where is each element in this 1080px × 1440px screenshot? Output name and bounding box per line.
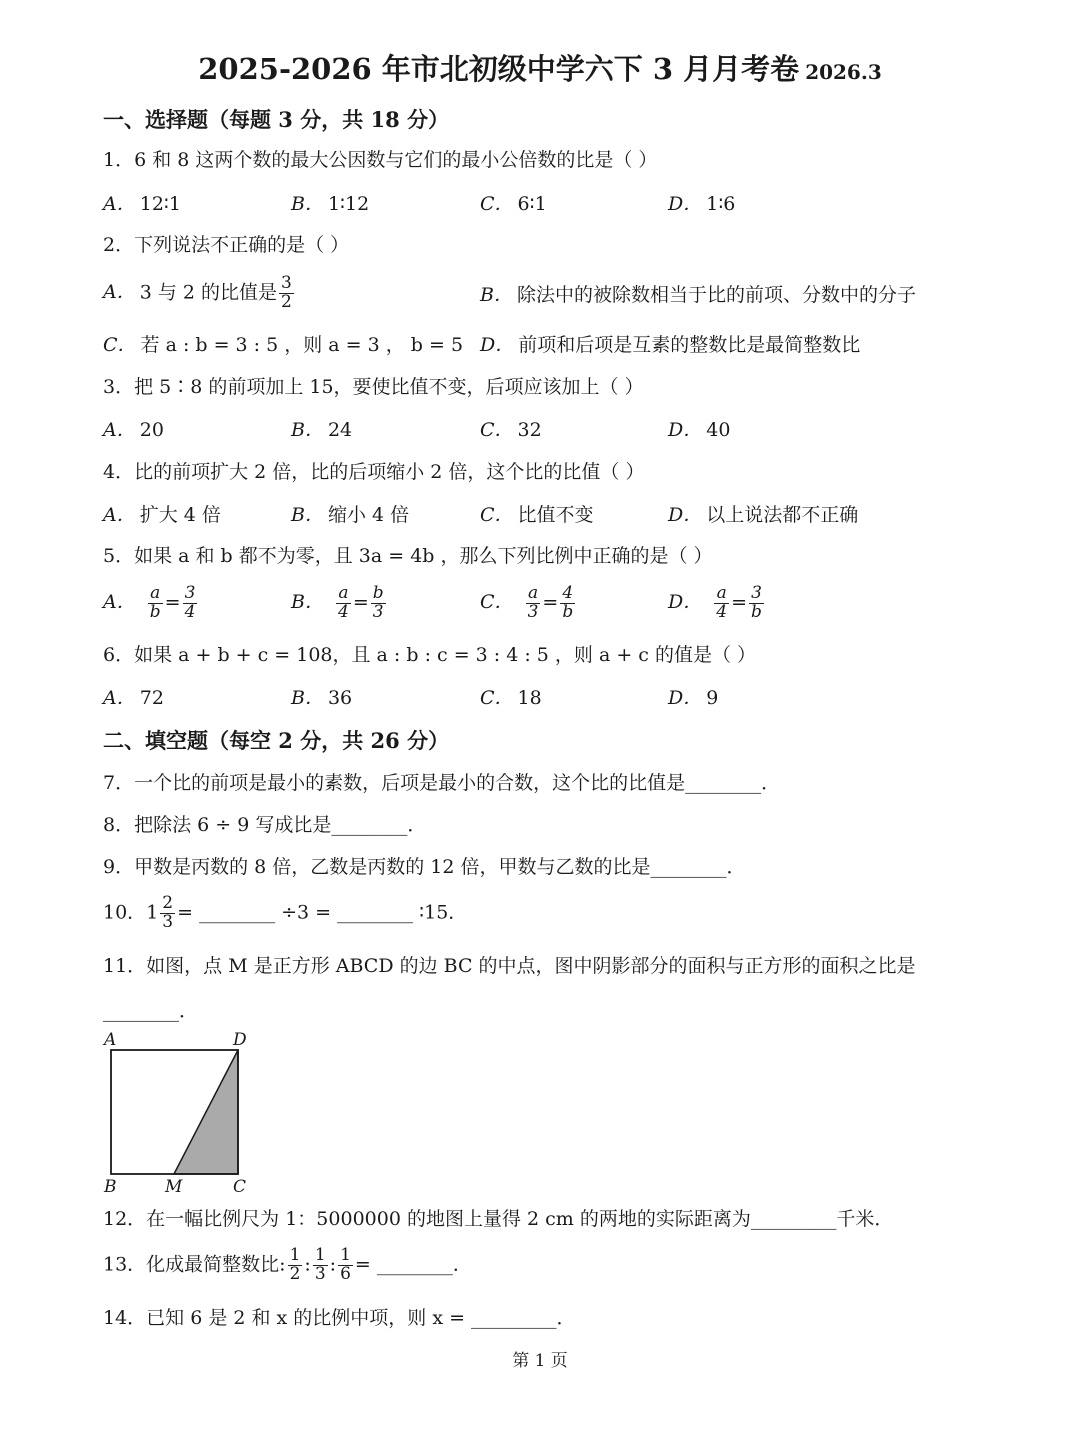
section-2-heading: 二、填空题（每空 2 分，共 26 分） <box>103 728 450 753</box>
q1-option-b[interactable]: B． 1∶12 <box>291 193 370 215</box>
label-c: C <box>233 1177 247 1197</box>
q6-option-d[interactable]: D． 9 <box>668 687 719 709</box>
label-a: A <box>104 1030 117 1050</box>
question-6: 6．如果 a + b + c = 108，且 a : b : c = 3 : 4 : 5 ，则 a + c 的值是（ ） <box>103 644 757 666</box>
shaded-triangle <box>174 1050 238 1174</box>
section-1-heading: 一、选择题（每题 3 分，共 18 分） <box>103 107 450 132</box>
q5-option-a[interactable]: A． $\frac{a}{b}$ = $\frac{3}{4}$ <box>103 583 196 622</box>
label-d: D <box>233 1030 247 1050</box>
q3-option-c[interactable]: C． 32 <box>480 419 542 441</box>
question-2: 2．下列说法不正确的是（ ） <box>103 234 350 256</box>
page-title: 2025-2026 年市北初级中学六下 3 月月考卷 2026.3 <box>198 52 882 86</box>
q5-option-d[interactable]: D． $\frac{a}{4}$ = $\frac{3}{b}$ <box>668 583 762 622</box>
q3-option-d[interactable]: D． 40 <box>668 419 731 441</box>
q4-option-a[interactable]: A． 扩大 4 倍 <box>103 504 221 526</box>
q1-option-a[interactable]: A． 12∶1 <box>103 193 181 215</box>
question-11-blank: ________． <box>103 1000 199 1022</box>
q2-option-d[interactable]: D． 前项和后项是互素的整数比是最简整数比 <box>480 334 861 356</box>
q6-option-a[interactable]: A． 72 <box>103 687 164 709</box>
question-13: 13．化成最简整数比: $\frac{1}{2}$ : $\frac{1}{3}$ : $\frac{1}{6}$ = ________． <box>103 1245 472 1284</box>
fraction: $\frac{3}{2}$ <box>281 273 292 312</box>
q6-option-c[interactable]: C． 18 <box>480 687 542 709</box>
q2-option-b[interactable]: B． 除法中的被除数相当于比的前项、分数中的分子 <box>480 284 916 306</box>
q3-option-b[interactable]: B． 24 <box>291 419 353 441</box>
q2-option-c[interactable]: C． 若 a : b = 3 : 5 ，则 a = 3 ， b = 5 <box>103 334 464 356</box>
question-5: 5．如果 a 和 b 都不为零，且 3a = 4b ，那么下列比例中正确的是（ ） <box>103 545 713 567</box>
q3-option-a[interactable]: A． 20 <box>103 419 164 441</box>
question-7: 7．一个比的前项是最小的素数，后项是最小的合数，这个比的比值是________． <box>103 772 781 794</box>
label-b: B <box>104 1177 117 1197</box>
q4-option-d[interactable]: D． 以上说法都不正确 <box>668 504 859 526</box>
question-3: 3．把 5∶8 的前项加上 15，要使比值不变，后项应该加上（ ） <box>103 376 644 398</box>
q6-option-b[interactable]: B． 36 <box>291 687 353 709</box>
question-8: 8．把除法 6 ÷ 9 写成比是________． <box>103 814 427 836</box>
page-number: 第 1 页 <box>512 1351 568 1371</box>
q5-option-b[interactable]: B． $\frac{a}{4}$ = $\frac{b}{3}$ <box>291 583 384 622</box>
question-4: 4．比的前项扩大 2 倍，比的后项缩小 2 倍，这个比的比值（ ） <box>103 461 645 483</box>
q2-option-a[interactable]: A． 3 与 2 的比值是 $\frac{3}{2}$ <box>103 273 292 312</box>
q4-option-b[interactable]: B． 缩小 4 倍 <box>291 504 410 526</box>
q4-option-c[interactable]: C． 比值不变 <box>480 504 594 526</box>
question-12: 12．在一幅比例尺为 1：5000000 的地图上量得 2 cm 的两地的实际距离为_________千米． <box>103 1208 894 1230</box>
question-14: 14．已知 6 是 2 和 x 的比例中项，则 x = _________． <box>103 1307 576 1329</box>
label-m: M <box>165 1177 183 1197</box>
q5-option-c[interactable]: C． $\frac{a}{3}$ = $\frac{4}{b}$ <box>480 583 574 622</box>
question-11: 11．如图，点 M 是正方形 ABCD 的边 BC 的中点，图中阴影部分的面积与正方形的面积之比是 <box>103 955 916 977</box>
question-9: 9．甲数是丙数的 8 倍，乙数是丙数的 12 倍，甲数与乙数的比是________． <box>103 856 746 878</box>
exam-date: 2026.3 <box>805 60 882 84</box>
square-figure <box>95 1028 265 1200</box>
question-10: 10．1 $\frac{2}{3}$ = ________ ÷3 = ________ ∶15． <box>103 893 468 932</box>
question-1: 1．6 和 8 这两个数的最大公因数与它们的最小公倍数的比是（ ） <box>103 149 658 171</box>
q1-option-d[interactable]: D． 1∶6 <box>668 193 736 215</box>
q1-option-c[interactable]: C． 6∶1 <box>480 193 547 215</box>
